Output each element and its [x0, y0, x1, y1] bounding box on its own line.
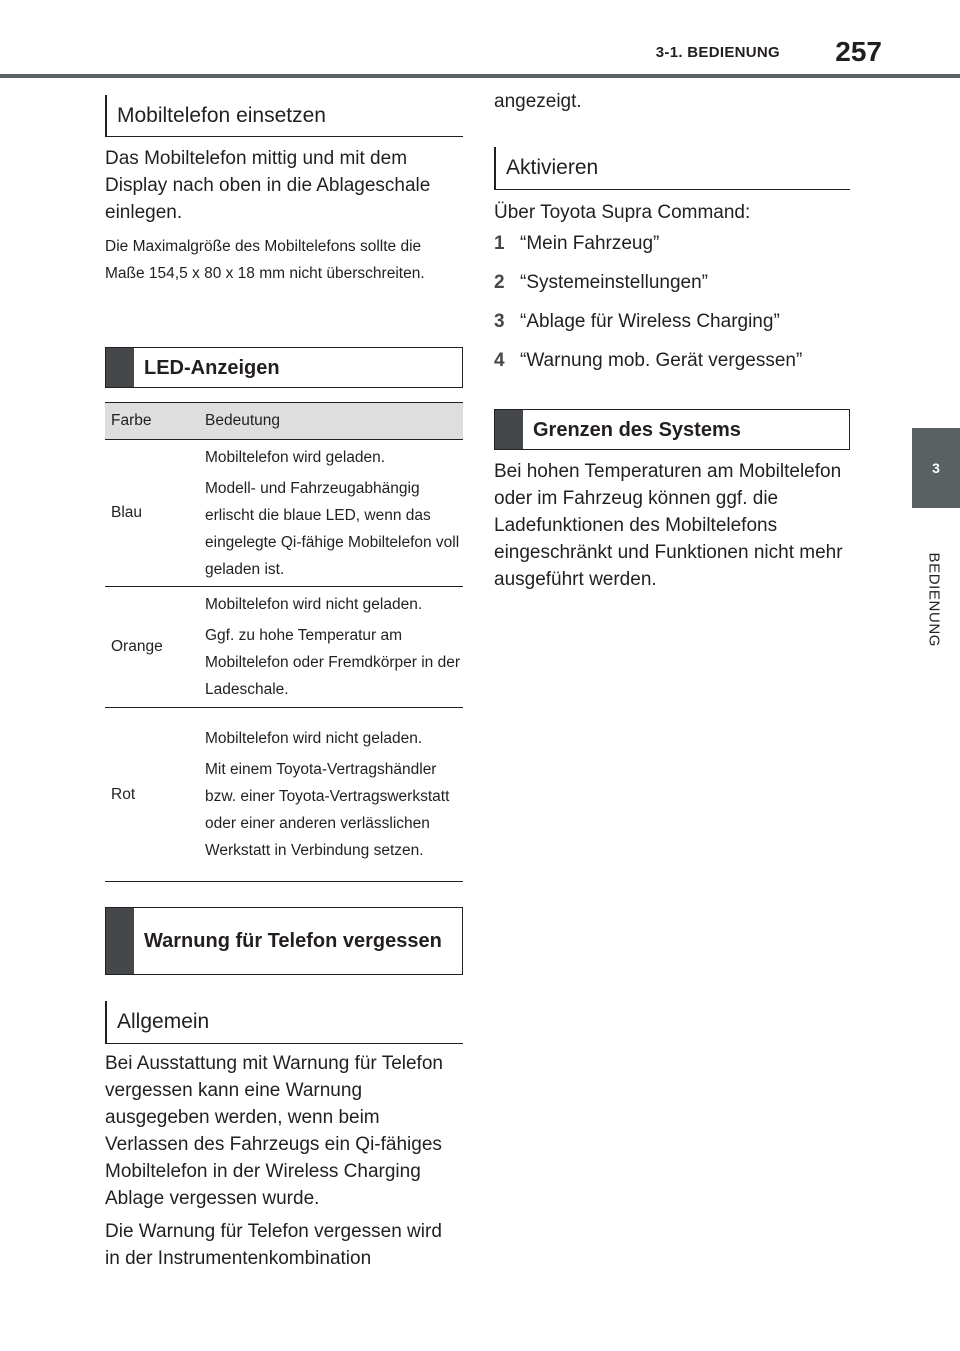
general-paragraph-2: Die Warnung für Telefon vergessen wird in der Instrumentenkombination: [105, 1221, 442, 1269]
steps-list: [494, 230, 850, 386]
table-header: [105, 402, 463, 440]
heading-block: [106, 348, 134, 387]
heading-warn: [105, 907, 463, 975]
activate-intro: Über Toyota Supra Command:: [494, 202, 751, 223]
step-text: “Mein Fahrzeug”: [520, 233, 660, 254]
meaning-line: Mobiltelefon wird geladen.: [205, 448, 386, 466]
meaning-line: Mobiltelefon wird nicht geladen.: [205, 596, 423, 613]
step-item: [494, 230, 850, 269]
chapter-tab: 3: [912, 428, 960, 508]
row-meaning: [205, 591, 463, 703]
heading-warn-text: Warnung für Telefon vergessen: [144, 930, 442, 952]
heading-limits: [494, 409, 850, 450]
step-item: [494, 347, 850, 386]
header-meaning: Bedeutung: [205, 412, 280, 429]
heading-block: [106, 908, 134, 974]
header-color: Farbe: [111, 412, 152, 429]
step-text: “Warnung mob. Gerät vergessen”: [520, 350, 803, 371]
limits-text: Bei hohen Temperaturen am Mobiltelefon oder im Fahrzeug können ggf. die Ladefunktionen des Mobiltelefons eingeschränkt und Funktionen nicht mehr ausgeführt werden.: [494, 461, 843, 590]
meaning-line: Mit einem Toyota-Vertragshändler bzw. einer Toyota-Vertragswerkstatt oder einer anderen verlässlichen Werkstatt in Verbindung setzen.: [205, 761, 450, 859]
row-meaning: [205, 725, 463, 864]
step-text: “Ablage für Wireless Charging”: [520, 311, 780, 332]
row-color: Blau: [111, 504, 143, 521]
table-row: [105, 440, 463, 587]
page-number: 257: [835, 36, 882, 67]
step-item: [494, 269, 850, 308]
heading-limits-text: Grenzen des Systems: [533, 418, 741, 441]
step-number: 2: [494, 272, 505, 293]
step-number: 1: [494, 233, 505, 254]
heading-led: [105, 347, 463, 388]
heading-activate: Aktivieren: [494, 147, 850, 190]
led-table: [105, 402, 463, 882]
step-number: 3: [494, 311, 505, 332]
row-meaning: [205, 444, 463, 583]
chapter-label: BEDIENUNG: [925, 552, 943, 648]
row-color: Rot: [111, 785, 136, 803]
meaning-line: Mobiltelefon wird nicht geladen.: [205, 730, 423, 747]
row-color: Orange: [111, 638, 163, 655]
meaning-line: Modell- und Fahrzeugabhängig erlischt die blaue LED, wenn das eingelegte Qi-fähige Mobiltelefon voll geladen ist.: [205, 479, 460, 578]
header-rule: [0, 74, 960, 78]
heading-led-text: LED-Anzeigen: [144, 356, 280, 379]
step-text: “Systemeinstellungen”: [520, 272, 708, 293]
section-label: 3-1. BEDIENUNG: [655, 44, 780, 61]
continued-text: angezeigt.: [494, 91, 582, 112]
step-item: [494, 308, 850, 347]
insert-note: Die Maximalgröße des Mobiltelefons sollte die Maße 154,5 x 80 x 18 mm nicht überschreiten.: [105, 238, 425, 282]
heading-block: [495, 410, 523, 449]
heading-general: Allgemein: [105, 1001, 463, 1044]
meaning-line: Ggf. zu hohe Temperatur am Mobiltelefon oder Fremdkörper in der Ladeschale.: [205, 627, 461, 698]
table-row: [105, 708, 463, 882]
heading-insert: Mobiltelefon einsetzen: [105, 95, 463, 137]
step-number: 4: [494, 350, 505, 371]
general-paragraph-1: Bei Ausstattung mit Warnung für Telefon vergessen kann eine Warnung ausgegeben werden, wenn beim Verlassen des Fahrzeugs ein Qi-fähiges Mobiltelefon in der Wireless Charging Ablage vergessen wurde.: [105, 1053, 443, 1209]
table-row: [105, 587, 463, 708]
insert-text: Das Mobiltelefon mittig und mit dem Display nach oben in die Ablageschale einlegen.: [105, 148, 431, 223]
